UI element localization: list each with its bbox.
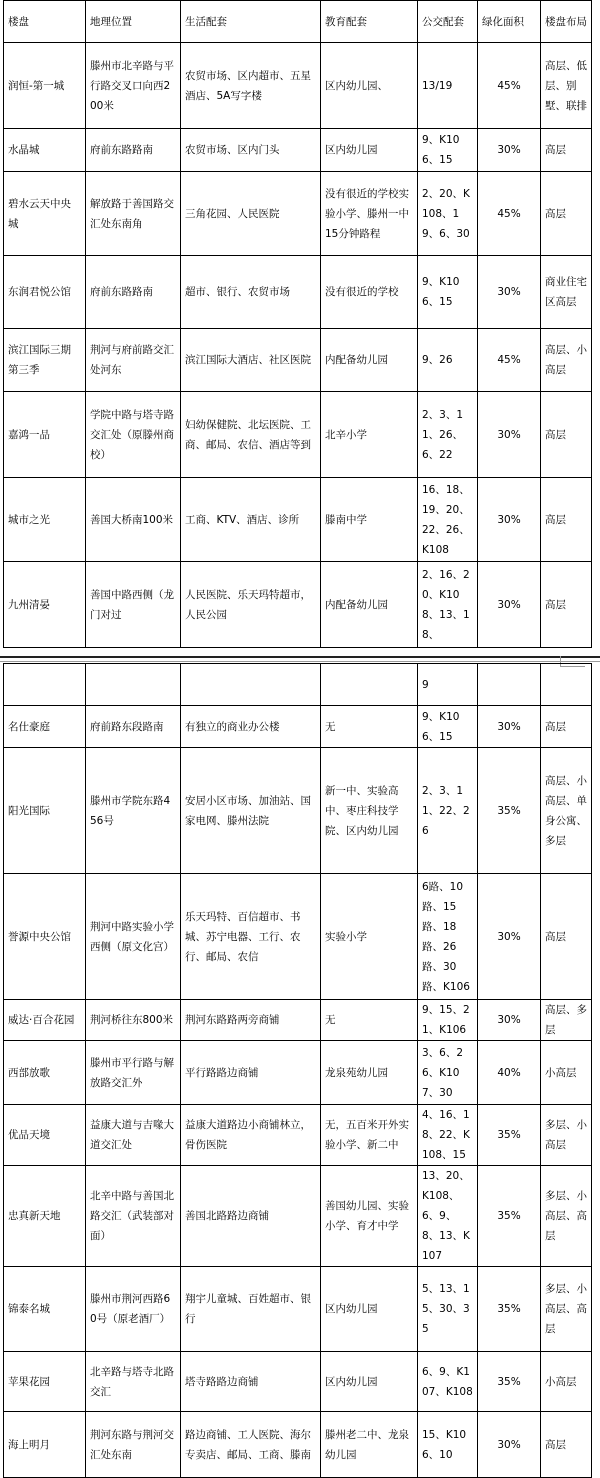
cell-amenities: 超市、银行、农贸市场 (181, 256, 321, 329)
cell-green: 45% (478, 329, 541, 392)
cell-bus: 6路、10路、15路、18路、26路、30路、K106 (418, 874, 478, 1000)
table-row (4, 329, 592, 392)
cell-layout: 高层 (541, 478, 592, 562)
cell-name: 誉源中央公馆 (4, 874, 86, 1000)
cell-amenities: 有独立的商业办公楼 (181, 706, 321, 748)
table-row (4, 874, 592, 1000)
cell-layout (541, 664, 592, 706)
cell-layout: 高层 (541, 392, 592, 478)
table-row (4, 1412, 592, 1478)
cell-green: 30% (478, 562, 541, 648)
cell-green (478, 664, 541, 706)
cell-location: 府前东路路南 (86, 129, 181, 172)
cell-name: 城市之光 (4, 478, 86, 562)
cell-location (86, 664, 181, 706)
cell-layout: 高层 (541, 706, 592, 748)
cell-layout: 高层、小高层、单身公寓、多层 (541, 748, 592, 874)
cell-green: 30% (478, 1412, 541, 1478)
cell-bus: 2、3、11、26、6、22 (418, 392, 478, 478)
cell-bus: 2、20、K108、19、6、30 (418, 172, 478, 256)
cell-layout: 高层 (541, 129, 592, 172)
housing-table-part-1 (3, 0, 592, 648)
cell-name: 名仕豪庭 (4, 706, 86, 748)
cell-name: 滨江国际三期第三季 (4, 329, 86, 392)
cell-green: 30% (478, 256, 541, 329)
housing-table-part-2 (3, 663, 592, 1478)
cell-amenities: 乐天玛特、百信超市、书城、苏宁电器、工行、农行、邮局、农信 (181, 874, 321, 1000)
cell-green: 35% (478, 1166, 541, 1267)
table-row (4, 1105, 592, 1166)
cell-green: 35% (478, 1105, 541, 1166)
cell-bus: 9、K106、15 (418, 706, 478, 748)
table-row (4, 43, 592, 129)
cell-name: 海上明月 (4, 1412, 86, 1478)
cell-location: 滕州市荆河西路60号（原老酒厂） (86, 1267, 181, 1352)
cell-green: 30% (478, 392, 541, 478)
cell-education: 无 (321, 706, 418, 748)
table-row (4, 478, 592, 562)
cell-bus: 13、20、K108、6、9、8、13、K107 (418, 1166, 478, 1267)
cell-amenities: 塔寺路路边商铺 (181, 1352, 321, 1412)
cell-name: 嘉鸿一品 (4, 392, 86, 478)
cell-amenities: 路边商铺、工人医院、海尔专卖店、邮局、工商、滕南 (181, 1412, 321, 1478)
cell-location: 滕州市平行路与解放路交汇外 (86, 1041, 181, 1105)
cell-green: 30% (478, 706, 541, 748)
cell-layout: 高层、小高层 (541, 329, 592, 392)
cell-name: 东润君悦公馆 (4, 256, 86, 329)
cell-name: 西部放歌 (4, 1041, 86, 1105)
cell-location: 荆河桥往东800米 (86, 1000, 181, 1041)
cell-green: 30% (478, 478, 541, 562)
cell-layout: 高层 (541, 172, 592, 256)
cell-bus: 15、K106、10 (418, 1412, 478, 1478)
cell-amenities: 人民医院、乐天玛特超市，人民公园 (181, 562, 321, 648)
cell-amenities: 平行路路边商铺 (181, 1041, 321, 1105)
cell-amenities: 荆河东路路两旁商铺 (181, 1000, 321, 1041)
table-row (4, 392, 592, 478)
cell-green: 35% (478, 1267, 541, 1352)
cell-bus: 9、K106、15 (418, 129, 478, 172)
table-row (4, 172, 592, 256)
cell-education: 滕州老二中、龙泉幼儿园 (321, 1412, 418, 1478)
cell-location: 滕州市学院东路456号 (86, 748, 181, 874)
cell-name: 忠真新天地 (4, 1166, 86, 1267)
cell-location: 北辛中路与善国北路交汇（武装部对面） (86, 1166, 181, 1267)
table-row (4, 706, 592, 748)
header-amenities: 生活配套 (181, 1, 321, 43)
cell-bus: 4、16、18、22、K108、15 (418, 1105, 478, 1166)
table-row (4, 664, 592, 706)
cell-education: 新一中、实验高中、枣庄科技学院、区内幼儿园 (321, 748, 418, 874)
cell-location: 府前东路路南 (86, 256, 181, 329)
cell-amenities (181, 664, 321, 706)
cell-bus: 13/19 (418, 43, 478, 129)
header-name: 楼盘 (4, 1, 86, 43)
cell-location: 解放路于善国路交汇处东南角 (86, 172, 181, 256)
cell-education: 龙泉苑幼儿园 (321, 1041, 418, 1105)
cell-amenities: 工商、KTV、酒店、诊所 (181, 478, 321, 562)
cell-amenities: 农贸市场、区内门头 (181, 129, 321, 172)
cell-location: 北辛路与塔寺北路交汇 (86, 1352, 181, 1412)
table-row (4, 1166, 592, 1267)
cell-education: 区内幼儿园 (321, 129, 418, 172)
cell-layout: 商业住宅区高层 (541, 256, 592, 329)
table-row (4, 256, 592, 329)
cell-education: 无 (321, 1000, 418, 1041)
cell-bus: 9、K106、15 (418, 256, 478, 329)
cell-location: 善国中路西侧（龙门对过 (86, 562, 181, 648)
cell-green: 30% (478, 129, 541, 172)
cell-amenities: 三角花园、人民医院 (181, 172, 321, 256)
cell-green: 35% (478, 1352, 541, 1412)
cell-name: 碧水云天中央城 (4, 172, 86, 256)
cell-bus: 16、18、19、20、22、26、K108 (418, 478, 478, 562)
cell-location: 善国大桥南100米 (86, 478, 181, 562)
cell-education: 内配备幼儿园 (321, 562, 418, 648)
cell-amenities: 安居小区市场、加油站、国家电网、滕州法院 (181, 748, 321, 874)
table-row (4, 1000, 592, 1041)
cell-education: 北辛小学 (321, 392, 418, 478)
cell-name: 威达·百合花园 (4, 1000, 86, 1041)
cell-location: 学院中路与塔寺路交汇处（原滕州商校） (86, 392, 181, 478)
table-row (4, 1041, 592, 1105)
table-row (4, 748, 592, 874)
cell-layout: 多层、小高层、高层 (541, 1166, 592, 1267)
cell-name: 润恒-第一城 (4, 43, 86, 129)
cell-green: 30% (478, 874, 541, 1000)
cell-amenities: 滨江国际大酒店、社区医院 (181, 329, 321, 392)
cell-bus: 3、6、26、K107、30 (418, 1041, 478, 1105)
cell-education: 区内幼儿园、 (321, 43, 418, 129)
cell-bus: 9、15、21、K106 (418, 1000, 478, 1041)
cell-bus: 6、9、K107、K108 (418, 1352, 478, 1412)
table-row (4, 562, 592, 648)
header-green: 绿化面积 (478, 1, 541, 43)
cell-location: 荆河东路与荆河交汇处东南 (86, 1412, 181, 1478)
header-education: 教育配套 (321, 1, 418, 43)
cell-name (4, 664, 86, 706)
cell-name: 九州清晏 (4, 562, 86, 648)
cell-green: 40% (478, 1041, 541, 1105)
cell-layout: 多层、小高层、高层 (541, 1267, 592, 1352)
cell-bus: 2、16、20、K108、13、18、 (418, 562, 478, 648)
cell-green: 35% (478, 748, 541, 874)
cell-name: 苹果花园 (4, 1352, 86, 1412)
cell-green: 30% (478, 1000, 541, 1041)
header-layout: 楼盘布局 (541, 1, 592, 43)
cell-location: 益康大道与吉喙大道交汇处 (86, 1105, 181, 1166)
header-location: 地理位置 (86, 1, 181, 43)
cell-green: 45% (478, 172, 541, 256)
cell-amenities: 益康大道路边小商铺林立，骨伤医院 (181, 1105, 321, 1166)
table-header-row (4, 1, 592, 43)
cell-education (321, 664, 418, 706)
cell-bus: 2、3、11、22、26 (418, 748, 478, 874)
cell-bus: 5、13、15、30、35 (418, 1267, 478, 1352)
cell-education: 内配备幼儿园 (321, 329, 418, 392)
cell-layout: 高层 (541, 874, 592, 1000)
cell-location: 荆河中路实验小学西侧（原文化宫） (86, 874, 181, 1000)
cell-education: 滕南中学 (321, 478, 418, 562)
cell-education: 善国幼儿园、实验小学、育才中学 (321, 1166, 418, 1267)
cell-location: 府前路东段路南 (86, 706, 181, 748)
cell-layout: 高层、低层、别墅、联排 (541, 43, 592, 129)
cell-bus: 9、26 (418, 329, 478, 392)
cell-name: 锦泰名城 (4, 1267, 86, 1352)
cell-bus: 9 (418, 664, 478, 706)
cell-name: 优品天境 (4, 1105, 86, 1166)
cell-layout: 小高层 (541, 1352, 592, 1412)
cell-name: 阳光国际 (4, 748, 86, 874)
table-row (4, 129, 592, 172)
cell-amenities: 善国北路路边商铺 (181, 1166, 321, 1267)
cell-layout: 高层 (541, 562, 592, 648)
cell-education: 没有很近的学校实验小学、滕州一中15分钟路程 (321, 172, 418, 256)
cell-education: 无，五百米开外实验小学、新二中 (321, 1105, 418, 1166)
cell-layout: 小高层 (541, 1041, 592, 1105)
cell-amenities: 翔宇儿童城、百姓超市、银行 (181, 1267, 321, 1352)
cell-education: 区内幼儿园 (321, 1267, 418, 1352)
cell-location: 滕州市北辛路与平行路交叉口向西200米 (86, 43, 181, 129)
cell-layout: 高层 (541, 1412, 592, 1478)
header-bus: 公交配套 (418, 1, 478, 43)
page-break (0, 656, 600, 662)
cell-green: 45% (478, 43, 541, 129)
cell-layout: 高层、多层 (541, 1000, 592, 1041)
cell-layout: 多层、小高层 (541, 1105, 592, 1166)
table-row (4, 1352, 592, 1412)
cell-education: 没有很近的学校 (321, 256, 418, 329)
cell-education: 实验小学 (321, 874, 418, 1000)
table-row (4, 1267, 592, 1352)
cell-amenities: 妇幼保健院、北坛医院、工商、邮局、农信、酒店等到 (181, 392, 321, 478)
cell-name: 水晶城 (4, 129, 86, 172)
cell-education: 区内幼儿园 (321, 1352, 418, 1412)
cell-amenities: 农贸市场、区内超市、五星酒店、5A写字楼 (181, 43, 321, 129)
cell-location: 荆河与府前路交汇处河东 (86, 329, 181, 392)
